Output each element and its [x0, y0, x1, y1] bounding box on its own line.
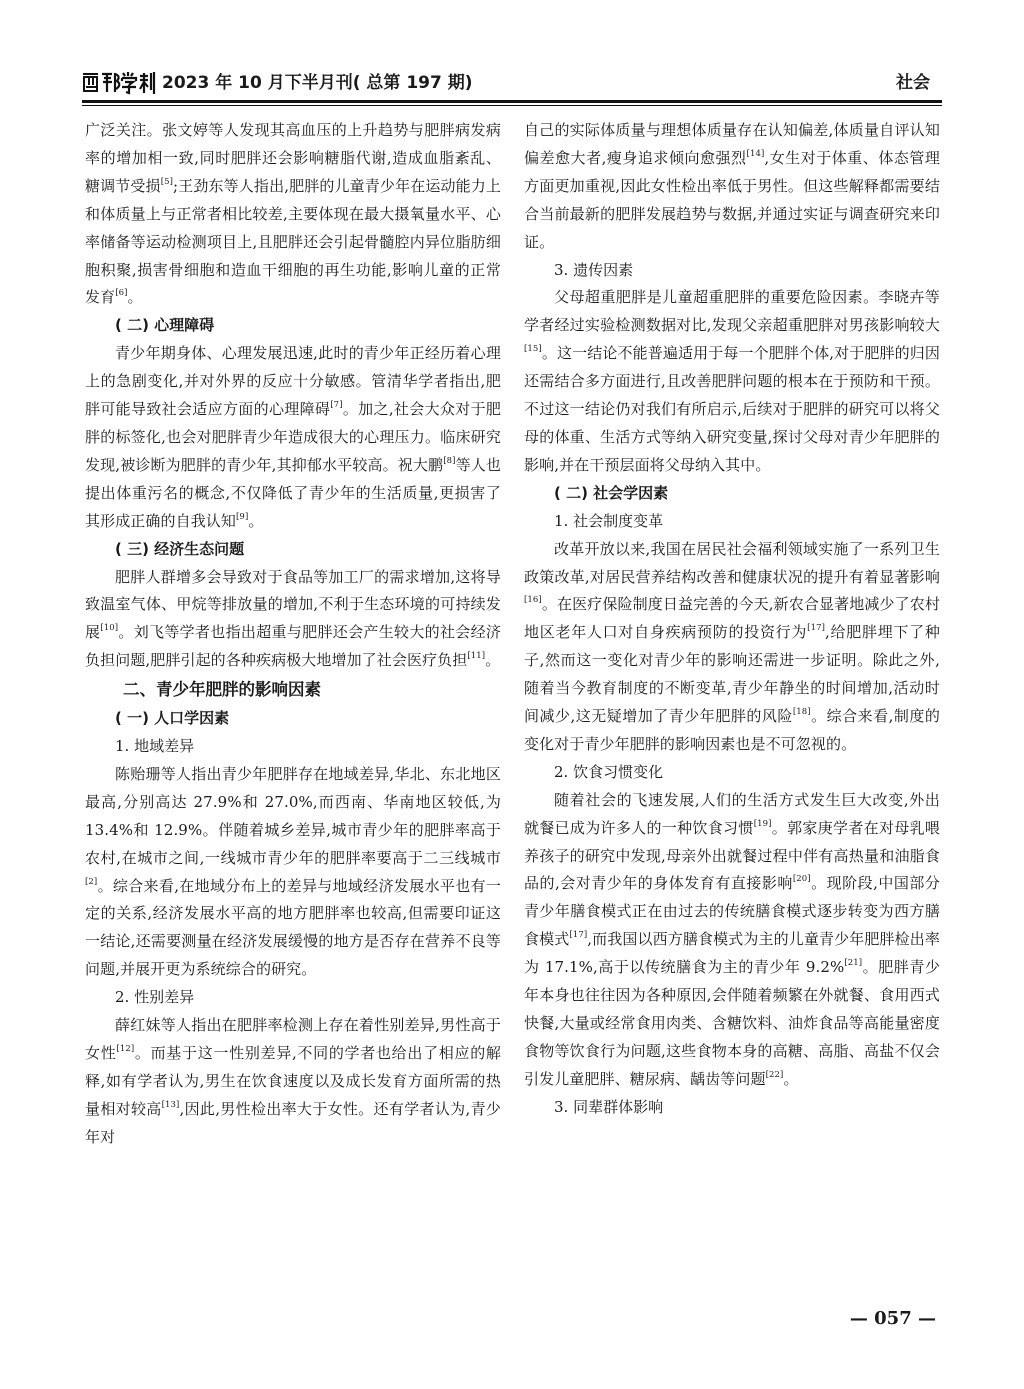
citation: [17] — [569, 930, 588, 941]
citation: [15] — [524, 344, 542, 355]
section-heading-psychology: ( 二) 心理障碍 — [115, 316, 215, 335]
citation: [9] — [236, 511, 249, 522]
citation: [10] — [100, 623, 119, 634]
paragraph: 自己的实际体质量与理想体质量存在认知偏差,体质量自评认知偏差愈大者,瘦身追求倾向愈强烈[14],女生对于体重、体态管理方面更加重视,因此女性检出率低于男性。但这些解释都需要结合当前最新的肥胖发展趋势与数据,并通过实证与调查研究来印证。 — [524, 121, 940, 251]
citation: [22] — [765, 1070, 784, 1081]
paragraph: 父母超重肥胖是儿童超重肥胖的重要危险因素。李晓卉等学者经过实验检测数据对比,发现父亲超重肥胖对男孩影响较大[15]。这一结论不能普遍适用于每一个肥胖个体,对于肥胖的归因还需结合多方面进行,且改善肥胖问题的根本在于预防和干预。不过这一结论仍对我们有所启示,后续对于肥胖的研究可以将父母的体重、生活方式等纳入研究变量,探讨父母对青少年肥胖的影响,并在干预层面将父母纳入其中。 — [524, 288, 940, 474]
left-column — [85, 117, 501, 1303]
paragraph: 肥胖人群增多会导致对于食品等加工厂的需求增加,这将导致温室气体、甲烷等排放量的增加,不利于生态环境的可持续发展[10]。刘飞等学者也指出超重与肥胖还会产生较大的社会经济负担问题,肥胖引起的各种疾病极大地增加了社会医疗负担[11]。 — [85, 567, 501, 670]
section-name: 社会 — [896, 73, 930, 93]
subsection-heading-system: 1. 社会制度变革 — [554, 511, 664, 530]
header-rule-thin — [82, 105, 942, 106]
citation: [20] — [792, 874, 811, 885]
paragraph: 改革开放以来,我国在居民社会福利领域实施了一系列卫生政策改革,对居民营养结构改善和健康状况的提升有着显著影响[16]。在医疗保险制度日益完善的今天,新农合显著地减少了农村地区老年人口对自身疾病预防的投资行为[17],给肥胖埋下了种子,然而这一变化对青少年的影响还需进一步证明。除此之外,随着当今教育制度的不断变革,青少年静坐的时间增加,活动时间减少,这无疑增加了青少年肥胖的风险[18]。综合来看,制度的变化对于青少年肥胖的影响因素也是不可忽视的。 — [524, 539, 940, 753]
citation: [12] — [116, 1044, 135, 1055]
subsection-heading-genetic: 3. 遗传因素 — [554, 260, 634, 279]
citation: [5] — [160, 177, 174, 188]
running-header — [82, 66, 942, 102]
right-column — [524, 117, 940, 1303]
section-heading-sociology: ( 二) 社会学因素 — [554, 483, 669, 502]
paragraph: 广泛关注。张文婷等人发现其高血压的上升趋势与肥胖病发病率的增加相一致,同时肥胖还会影响糖脂代谢,造成血脂紊乱、糖调节受损[5];王劲东等人指出,肥胖的儿童青少年在运动能力上和体质量上与正常者相比较差,主要体现在最大摄氧量水平、心率储备等运动检测项目上,且肥胖还会引起骨髓腔内异位脂肪细胞积聚,损害骨细胞和造血干细胞的再生功能,影响儿童的正常发育[6]。 — [85, 121, 501, 307]
subsection-heading-gender: 2. 性别差异 — [115, 988, 195, 1007]
header-rule-thick — [82, 100, 942, 103]
page-number: — 057 — — [849, 1308, 936, 1329]
citation: [8] — [443, 456, 456, 467]
paragraph: 陈贻珊等人指出青少年肥胖存在地域差异,华北、东北地区最高,分别高达 27.9%和 27.0%,而西南、华南地区较低,为 13.4%和 12.9%。伴随着城乡差异,城市青少年的肥胖率高于农村,在城市之间,一线城市青少年的肥胖率要高于二三线城市[2]。综合来看,在地域分布上的差异与地域经济发展水平也有一定的关系,经济发展水平高的地方肥胖率也较高,但需要印证这一结论,还需要测量在经济发展缓慢的地方是否存在营养不良等问题,并展开更为系统综合的研究。 — [85, 764, 501, 979]
citation: [11] — [467, 651, 486, 662]
citation: [14] — [746, 149, 765, 160]
citation: [6] — [115, 288, 128, 299]
paragraph: 薛红妹等人指出在肥胖率检测上存在着性别差异,男性高于女性[12]。而基于这一性别差异,不同的学者也给出了相应的解释,如有学者认为,男生在饮食速度以及成长发育方面所需的热量相对较高[13],因此,男性检出率大于女性。还有学者认为,青少年对 — [85, 1016, 501, 1146]
citation: [19] — [753, 818, 772, 829]
subsection-heading-diet: 2. 饮食习惯变化 — [554, 762, 664, 781]
citation: [18] — [792, 707, 811, 718]
subsection-heading-region: 1. 地域差异 — [115, 737, 195, 756]
chapter-heading-factors: 二、青少年肥胖的影响因素 — [122, 680, 321, 700]
citation: [7] — [330, 400, 343, 411]
paragraph: 随着社会的飞速发展,人们的生活方式发生巨大改变,外出就餐已成为许多人的一种饮食习惯[19]。郭家庚学者在对母乳喂养孩子的研究中发现,母亲外出就餐过程中伴有高热量和油脂食品的,会对青少年的身体发育有直接影响[20]。现阶段,中国部分青少年膳食模式正在由过去的传统膳食模式逐步转变为西方膳食模式[17],而我国以西方膳食模式为主的儿童青少年肥胖检出率为 17.1%,高于以传统膳食为主的青少年 9.2%[21]。肥胖青少年本身也往往因为各种原因,会伴随着频繁在外就餐、食用西式快餐,大量或经常食用肉类、含糖饮料、油炸食品等高能量密度食物等饮食行为问题,这些食物本身的高糖、高脂、高盐不仅会引发儿童肥胖、糖尿病、龋齿等问题[22]。 — [524, 790, 940, 1088]
section-heading-demography: ( 一) 人口学因素 — [115, 709, 230, 728]
subsection-heading-peer: 3. 同辈群体影响 — [554, 1097, 664, 1116]
section-heading-economy: ( 三) 经济生态问题 — [115, 539, 245, 558]
citation: [2] — [85, 876, 98, 887]
citation: [13] — [161, 1100, 180, 1111]
paragraph: 青少年期身体、心理发展迅速,此时的青少年正经历着心理上的急剧变化,并对外界的反应十分敏感。管清华学者指出,肥胖可能导致社会适应方面的心理障碍[7]。加之,社会大众对于肥胖的标签化,也会对肥胖青少年造成很大的心理压力。临床研究发现,被诊断为肥胖的青少年,其抑郁水平较高。祝大鹏[8]等人也提出体重污名的概念,不仅降低了青少年的生活质量,更损害了其形成正确的自我认知[9]。 — [85, 344, 501, 530]
citation: [21] — [844, 958, 863, 969]
citation: [16] — [524, 595, 542, 606]
citation: [17] — [807, 623, 826, 634]
issue-info: 2023 年 10 月下半月刊( 总第 197 期) — [162, 73, 473, 93]
journal-logo — [82, 70, 156, 96]
